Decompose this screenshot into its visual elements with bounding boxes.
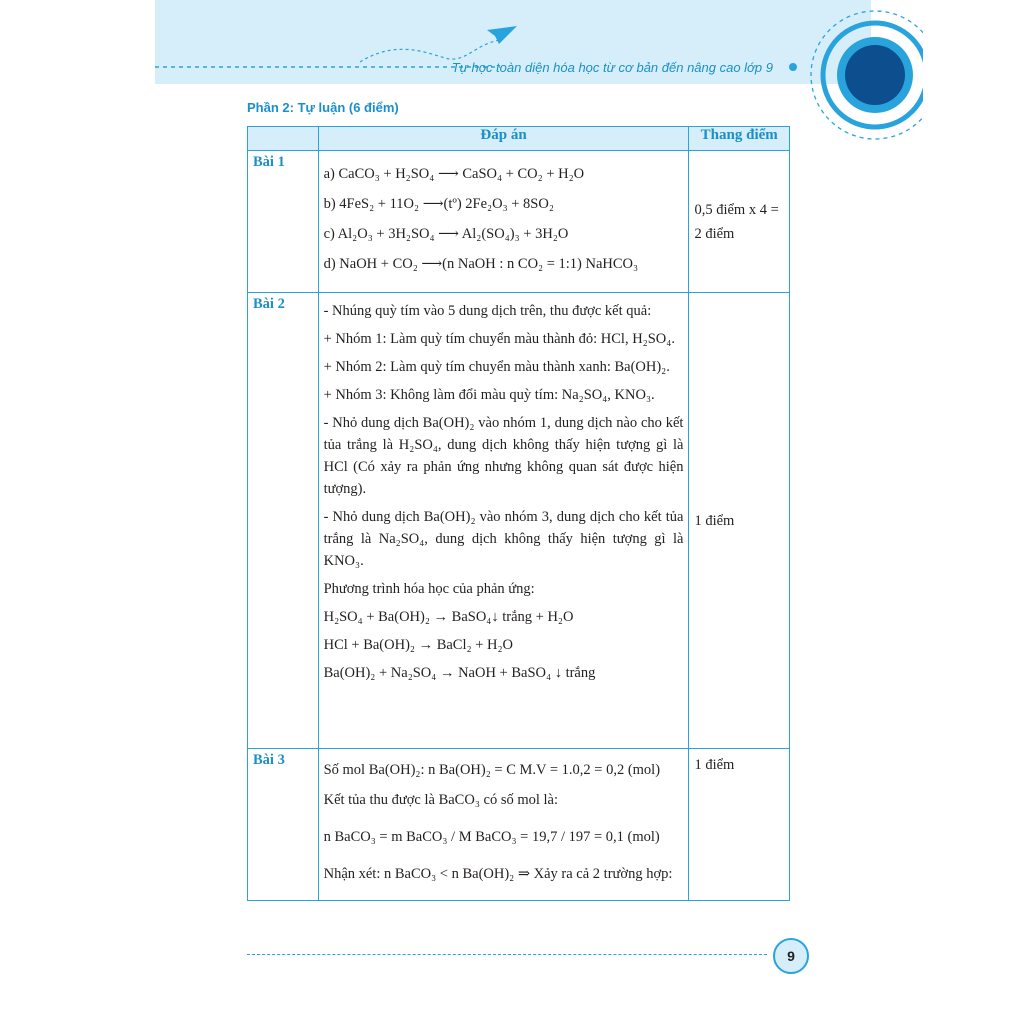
table-header-answer: Đáp án	[318, 127, 689, 151]
answer-paragraph: - Nhúng quỳ tím vào 5 dung dịch trên, thu được kết quả:	[323, 303, 652, 319]
table-header-row	[248, 127, 790, 151]
section-heading: Phần 2: Tự luận (6 điểm)	[247, 100, 399, 115]
answer-paragraph: + Nhóm 3: Không làm đổi màu quỳ tím: Na₂SO₄, KNO₃.	[323, 387, 655, 403]
calculation-line: Số mol Ba(OH)₂: n Ba(OH)₂ = C M.V = 1.0,2 = 0,2 (mol)	[323, 762, 661, 778]
equation-line: b) 4FeS₂ + 11O₂ ⟶(tº) 2Fe₂O₃ + 8SO₂	[323, 196, 554, 212]
header-band	[155, 0, 871, 84]
score-cell	[689, 293, 790, 749]
page-number: 9	[773, 938, 809, 974]
score-cell	[689, 749, 790, 901]
equation-line: a) CaCO₃ + H₂SO₄ ⟶ CaSO₄ + CO₂ + H₂O	[323, 166, 585, 182]
equation-line: d) NaOH + CO₂ ⟶(n NaOH : n CO₂ = 1:1) NaHCO₃	[323, 256, 639, 272]
equation-line: c) Al₂O₃ + 3H₂SO₄ ⟶ Al₂(SO₄)₃ + 3H₂O	[323, 226, 569, 242]
table-row-bai-1	[248, 151, 790, 293]
equation-line: H₂SO₄ + Ba(OH)₂ → BaSO₄↓ trắng + H₂O	[323, 609, 574, 625]
equation-line: HCl + Ba(OH)₂ → BaCl₂ + H₂O	[323, 637, 513, 653]
calculation-line: Kết tủa thu được là BaCO₃ có số mol là:	[323, 792, 559, 808]
answer-paragraph: - Nhỏ dung dịch Ba(OH)₂ vào nhóm 3, dung dịch cho kết tủa trắng là Na₂SO₄, dung dịch không thấy hiện tượng gì là KNO₃.	[323, 509, 684, 569]
score-text: 0,5 điểm x 4 = 2 điểm	[694, 201, 779, 242]
book-title: Tự học toàn diện hóa học từ cơ bản đến nâng cao lớp 9	[451, 60, 773, 75]
score-text: 1 điểm	[694, 512, 735, 529]
table-header-score: Thang điểm	[689, 127, 790, 151]
answer-table	[247, 126, 790, 901]
page	[155, 0, 871, 1024]
table-header-empty	[248, 127, 319, 151]
calculation-line: Nhận xét: n BaCO₃ < n Ba(OH)₂ ⇒ Xảy ra cả 2 trường hợp:	[323, 866, 673, 882]
row-label: Bài 3	[248, 749, 319, 901]
concentric-circles-decoration	[783, 0, 923, 150]
answer-cell	[318, 749, 689, 901]
calculation-line: n BaCO₃ = m BaCO₃ / M BaCO₃ = 19,7 / 197 = 0,1 (mol)	[323, 829, 660, 845]
answer-cell	[318, 293, 689, 749]
score-cell	[689, 151, 790, 293]
equation-line: Ba(OH)₂ + Na₂SO₄ → NaOH + BaSO₄ ↓ trắng	[323, 665, 596, 681]
answer-paragraph: + Nhóm 2: Làm quỳ tím chuyển màu thành xanh: Ba(OH)₂.	[323, 359, 670, 375]
table-row-bai-3	[248, 749, 790, 901]
table-row-bai-2	[248, 293, 790, 749]
row-label: Bài 2	[248, 293, 319, 749]
footer-dashed-line	[247, 954, 767, 955]
answer-paragraph: Phương trình hóa học của phản ứng:	[323, 581, 535, 597]
score-text: 1 điểm	[694, 757, 735, 773]
answer-cell	[318, 151, 689, 293]
answer-paragraph: + Nhóm 1: Làm quỳ tím chuyển màu thành đỏ: HCl, H₂SO₄.	[323, 331, 675, 347]
row-label: Bài 1	[248, 151, 319, 293]
answer-paragraph: - Nhỏ dung dịch Ba(OH)₂ vào nhóm 1, dung dịch nào cho kết tủa trắng là H₂SO₄, dung dịch không thấy hiện tượng gì là HCl (Có xảy ra phản ứng nhưng không quan sát được hiện tượng).	[323, 415, 684, 497]
